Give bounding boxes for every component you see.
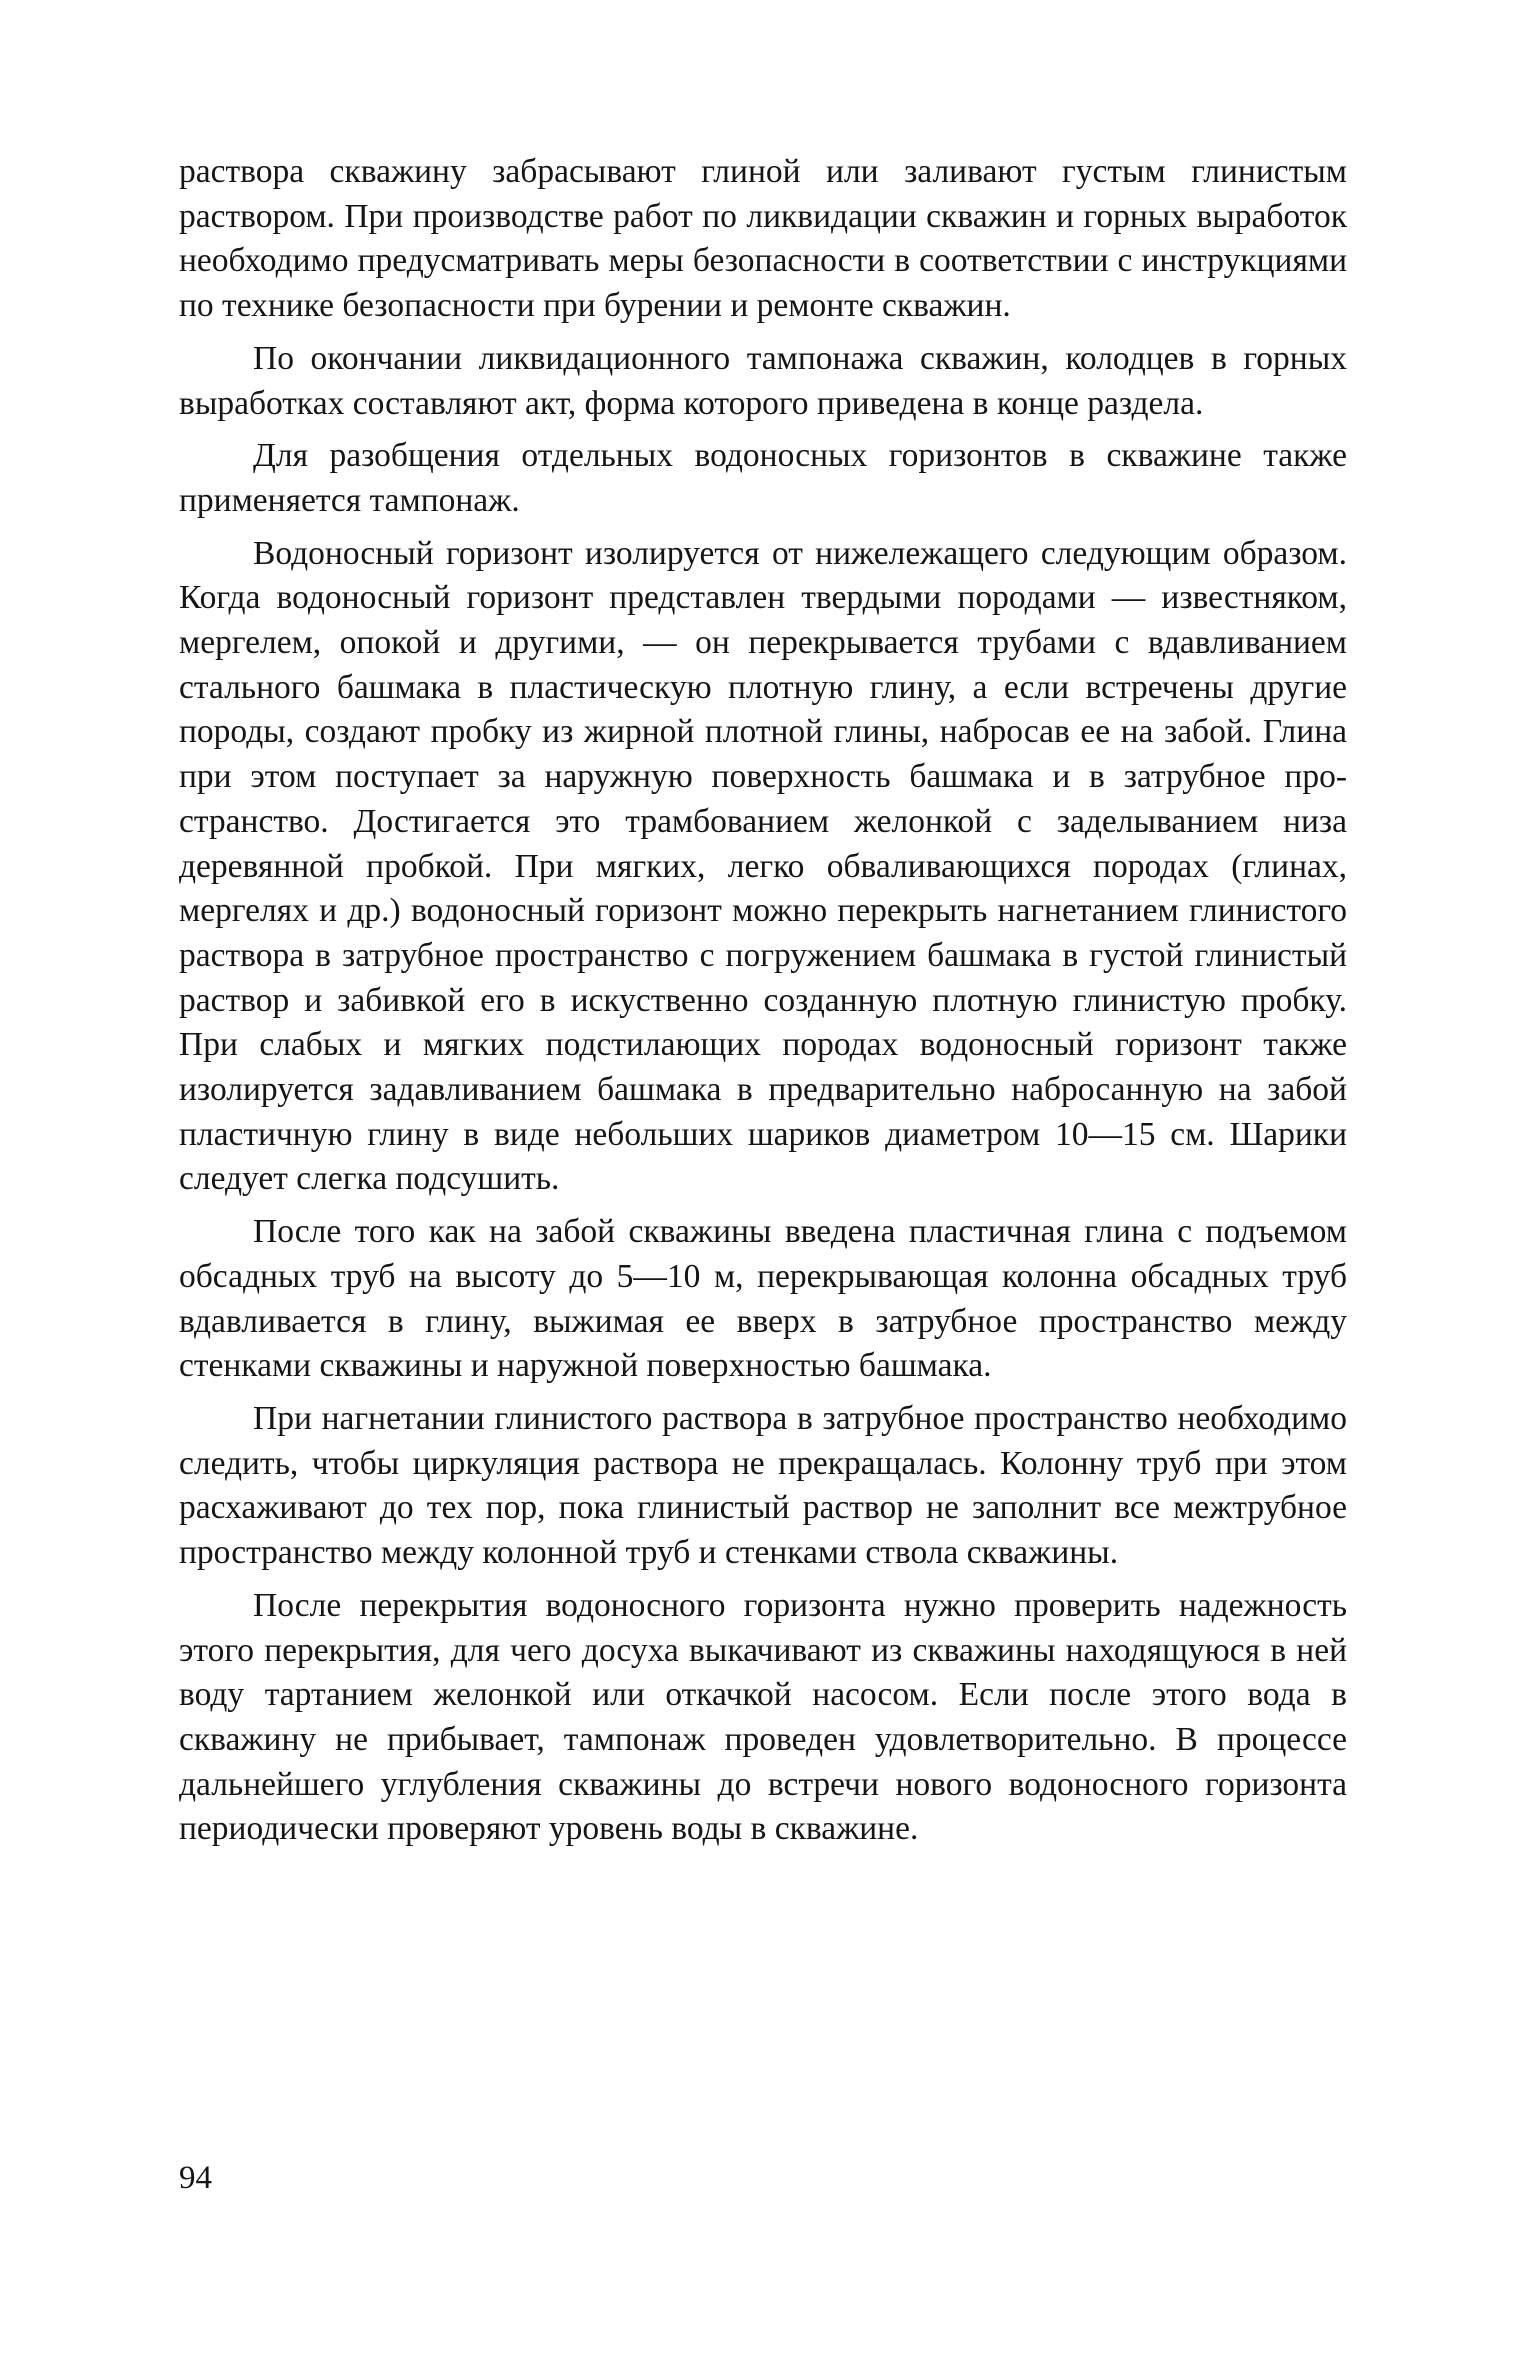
paragraph-6: При нагнетании глинистого раствора в затрубное пространство необходимо следить, чтобы циркуляция раствора не прекращалась. Колонну труб при этом расхаживают до тех пор, пока глинистый раствор не заполнит все межтрубное пространство между колонной труб и стенками ствола скважины. (179, 1399, 1347, 1572)
paragraph-1: раствора скважину забрасывают глиной или заливают густым глинистым раствором. При производстве работ по ликвидации скважин и горных выработок необходимо предусматривать меры безопасности в соответствии с инструкциями по технике безопасности при бурении и ремонте скважин. (179, 153, 1347, 325)
paragraph-3: Для разобщения отдельных водоносных горизонтов в скважине также применяется тампонаж. (179, 437, 1347, 519)
paragraph-5: После того как на забой скважины введена пластичная глина с подъемом обсадных труб на высоту до 5—10 м, перекрывающая колонна обсадных труб вдавливается в глину, выжимая ее вверх в затрубное пространство между стенками скважины и наружной поверхностью башмака. (179, 1213, 1347, 1385)
paragraph-2: По окончании ликвидационного тампонажа скважин, колодцев в горных выработках составляют акт, форма которого приведена в конце раздела. (179, 339, 1347, 422)
paragraph-7: После перекрытия водоносного горизонта нужно проверить надежность этого перекрытия, для чего досуха выкачивают из скважины находящуюся в ней воду тартанием желонкой или откачкой насосом. Если после этого вода в скважину не прибывает, тампонаж проведен удовлетворительно. В процессе дальнейшего углубления скважины до встречи нового водоносного горизонта периодически проверяют уровень воды в скважине. (179, 1586, 1347, 1848)
paragraph-4: Водоносный горизонт изолируется от нижележащего следующим образом. Когда водоносный горизонт представлен твердыми породами — известняком, мергелем, опокой и другими, — он перекрывается трубами с вдавливанием стального башмака в пластическую плотную глину, а если встречены другие породы, создают пробку из жирной плотной глины, набросав ее на забой. Глина при этом поступает за наружную поверхность башмака и в затрубное пространство. Достигается это трамбованием желонкой с заделыванием низа деревянной пробкой. При мягких, легко обваливающихся породах (глинах, мергелях и др.) водоносный горизонт можно перекрыть нагнетанием глинистого раствора в затрубное пространство с погружением башмака в густой глинистый раствор и забивкой его в искуственно созданную плотную глинистую пробку. При слабых и мягких подстилающих породах водоносный горизонт также изолируется задавливанием башмака в предварительно набросанную на забой пластичную глину в виде небольших шариков диаметром 10—15 см. Шарики следует слегка подсушить. (179, 534, 1347, 1198)
page-body (179, 150, 1347, 1860)
page-number: 94 (179, 2160, 212, 2196)
